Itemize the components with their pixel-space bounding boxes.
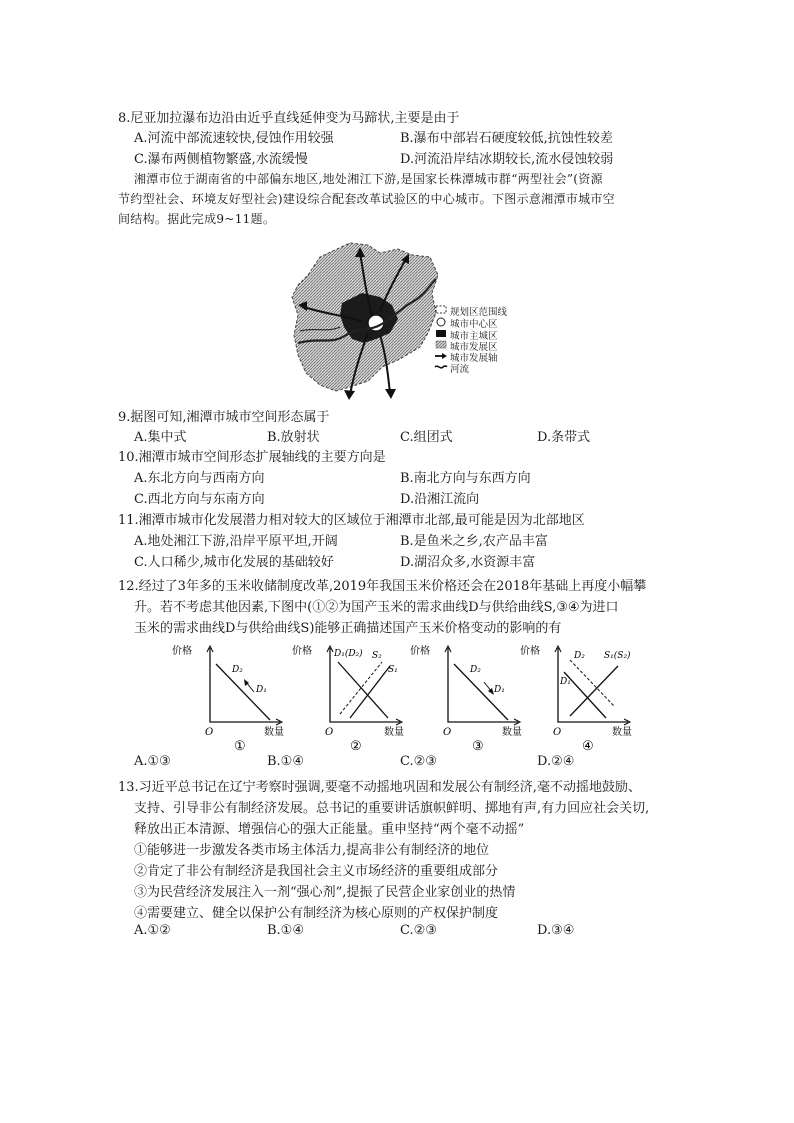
q13-option-a: A.①② [134,923,171,938]
q9-option-b: B.放射状 [267,430,320,445]
q8-option-d: D.河流沿岸结冰期较长,流水侵蚀较弱 [400,152,614,167]
passage-line-1: 湘潭市位于湖南省的中部偏东地区,地处湘江下游,是国家长株潭城市群“两型社会”(资源 [134,172,603,186]
map-legend [435,306,447,368]
q12-option-d: D.②④ [537,754,575,769]
question-13-stem-line-2: 支持、引导非公有制经济发展。总书记的重要讲话旗帜鲜明、掷地有声,有力回应社会关切, [134,801,650,816]
q13-statement-2: ②肯定了非公有制经济是我国社会主义市场经济的重要组成部分 [134,864,499,879]
graph-1-origin: O [205,727,214,738]
graph-4-origin: O [553,727,562,738]
graph-4-label-d1: D₁ [560,677,571,687]
question-12-stem-line-1: 12.经过了3年多的玉米收储制度改革,2019年我国玉米价格还会在2018年基础上再度小幅攀 [118,579,647,594]
question-13-stem-line-1: 13.习近平总书记在辽宁考察时强调,要毫不动摇地巩固和发展公有制经济,毫不动摇地鼓励、 [118,780,641,795]
graph-2-origin: O [325,727,334,738]
q9-option-a: A.集中式 [134,430,187,445]
question-12-stem-line-2: 升。若不考虑其他因素,下图中(①②为国产玉米的需求曲线D与供给曲线S,③④为进口 [134,600,619,615]
graph-4-label-s1-s2: S₁(S₂) [604,651,631,661]
graph-3-label-d1: D₁ [494,685,505,695]
q12-option-c: C.②③ [400,754,437,769]
graph-3-number: ③ [472,739,484,754]
q11-option-b: B.是鱼米之乡,农产品丰富 [400,534,548,549]
graph-2-label-d1-d2: D₁(D₂) [334,649,363,659]
legend-river-icon [435,366,447,368]
graph-2 [292,642,417,754]
q13-statement-1: ①能够进一步激发各类市场主体活力,提高非公有制经济的地位 [134,843,490,858]
graph-1-number: ① [234,739,246,754]
legend-circle-icon [437,318,445,326]
graph-2-number: ② [350,739,362,754]
graph-4-number: ④ [582,739,594,754]
graph-2-label-s1: S₁ [388,665,398,675]
legend-label-development-axis: 城市发展轴 [450,353,498,364]
q11-option-c: C.人口稀少,城市化发展的基础较好 [134,555,334,570]
q11-option-a: A.地处湘江下游,沿岸平原平坦,开阔 [134,534,338,549]
q13-option-c: C.②③ [400,923,437,938]
legend-dashed-box-icon [436,306,446,313]
q8-option-b: B.瀑布中部岩石硬度较低,抗蚀性较差 [400,131,613,146]
legend-hatched-box-icon [436,341,446,348]
graph-1-label-d2: D₂ [232,665,243,675]
question-13-stem-line-3: 释放出正本清源、增强信心的强大正能量。重申坚持“两个毫不动摇” [134,822,525,837]
q12-option-a: A.①③ [134,754,171,769]
q10-option-c: C.西北方向与东南方向 [134,492,265,507]
question-10-stem: 10.湘潭市城市空间形态扩展轴线的主要方向是 [118,450,386,465]
passage-line-3: 间结构。据此完成9~11题。 [118,212,276,226]
legend-label-city-center: 城市中心区 [450,319,498,330]
graph-3-origin: O [443,727,452,738]
graph-2-label-s2: S₂ [372,651,382,661]
question-11-stem: 11.湘潭市城市化发展潜力相对较大的区域位于湘潭市北部,最可能是因为北部地区 [118,513,585,528]
legend-label-main-city: 城市主城区 [450,331,498,342]
question-9-stem: 9.据图可知,湘潭市城市空间形态属于 [118,410,330,425]
q13-statement-4: ④需要建立、健全以保护公有制经济为核心原则的产权保护制度 [134,906,499,921]
graph-1-label-d1: D₁ [256,685,267,695]
q10-option-b: B.南北方向与东西方向 [400,471,531,486]
q13-statement-3: ③为民营经济发展注入一剂“强心剂”,提振了民营企业家创业的热情 [134,885,516,900]
graph-3-label-d2: D₂ [470,665,481,675]
question-8-stem: 8.尼亚加拉瀑布边沿由近乎直线延伸变为马蹄状,主要是由于 [118,111,460,126]
legend-label-planning-boundary: 规划区范围线 [450,307,508,318]
graph-2-y-label: 价格 [292,646,312,657]
passage-line-2: 节约型社会、环境友好型社会)建设综合配套改革试验区的中心城市。下图示意湘潭市城市空 [118,192,615,206]
graph-3-y-label: 价格 [410,646,430,657]
q8-option-c: C.瀑布两侧植物繁盛,水流缓慢 [134,152,308,167]
q9-option-d: D.条带式 [537,430,591,445]
legend-black-box-icon [436,330,446,337]
q11-option-d: D.湖沼众多,水资源丰富 [400,555,536,570]
q8-option-a: A.河流中部流速较快,侵蚀作用较强 [134,131,334,146]
graph-3 [410,642,535,754]
q13-option-b: B.①④ [267,923,304,938]
graph-2-x-label: 数量 [384,727,404,738]
q9-option-c: C.组团式 [400,430,453,445]
q10-option-d: D.沿湘江流向 [400,492,480,507]
q10-option-a: A.东北方向与西南方向 [134,471,265,486]
graph-4-y-label: 价格 [520,646,540,657]
graph-4-x-label: 数量 [612,727,632,738]
graph-1-x-label: 数量 [264,727,284,738]
legend-label-river: 河流 [450,364,470,375]
graph-1-y-label: 价格 [172,646,192,657]
graph-3-x-label: 数量 [502,727,522,738]
graph-1 [172,642,297,754]
graph-4 [520,642,645,754]
q12-option-b: B.①④ [267,754,304,769]
q13-option-d: D.③④ [537,923,575,938]
legend-label-development-area: 城市发展区 [450,342,498,353]
graph-4-label-d2: D₂ [574,651,585,661]
question-12-stem-line-3: 玉米的需求曲线D与供给曲线S)能够正确描述国产玉米价格变动的影响的有 [134,621,562,636]
